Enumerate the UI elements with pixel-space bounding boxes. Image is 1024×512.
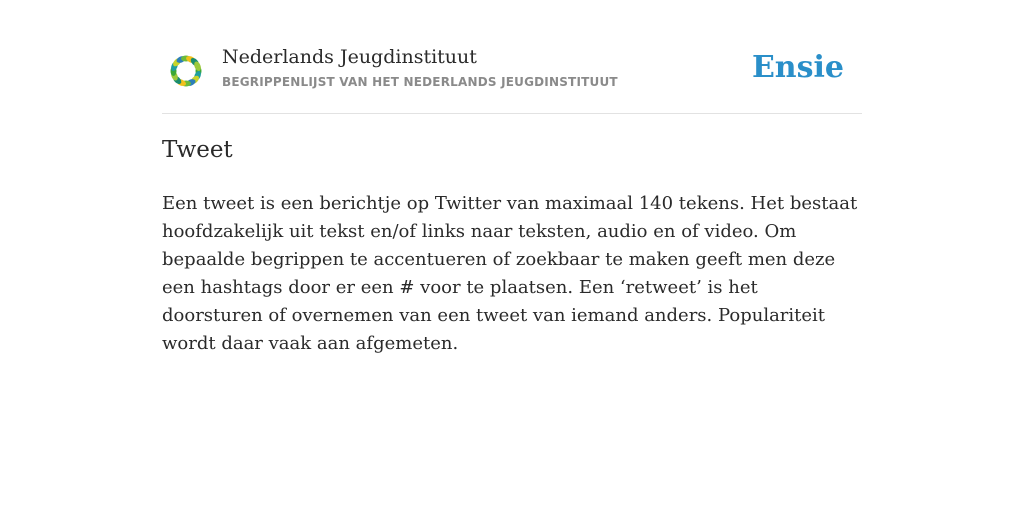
ring-of-leaves-logo-icon	[168, 53, 204, 89]
ensie-logo-link[interactable]: Ensie	[751, 50, 844, 85]
header	[162, 0, 862, 114]
page	[162, 0, 862, 354]
org-name: Nederlands Jeugdinstituut	[222, 46, 477, 68]
term-definition: Een tweet is een berichtje op Twitter van maximaal 140 tekens. Het bestaat hoofdzakelijk uit tekst en/of links naar teksten, audio en of video. Om bepaalde begrippen te accentueren of zoekbaar te maken geeft men deze een hashtags door er een # voor te plaatsen. Een ‘retweet’ is het doorsturen of overnemen van een tweet van iemand anders. Populariteit wordt daar vaak aan afgemeten.	[162, 193, 858, 354]
org-subtitle: BEGRIPPENLIJST VAN HET NEDERLANDS JEUGDINSTITUUT	[222, 75, 618, 89]
term-title: Tweet	[162, 137, 233, 163]
